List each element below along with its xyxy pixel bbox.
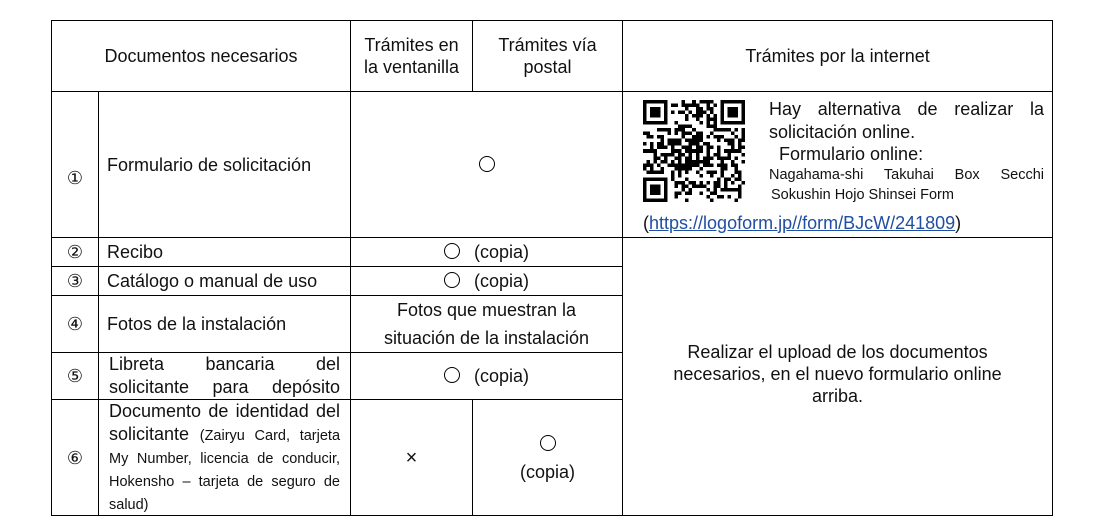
row-document-name: Libreta bancaria del solicitante para depósito (99, 353, 351, 400)
postal-circle-wrap (481, 433, 614, 455)
table-row (52, 238, 1053, 267)
copy-label: (copia) (474, 242, 530, 262)
cross-icon: × (405, 446, 418, 469)
header-documents: Documentos necesarios (52, 21, 351, 92)
circle-icon (444, 272, 460, 288)
url-paren-open: ( (643, 212, 650, 233)
photo-requirement: Fotos que muestran la situación de la instalación (351, 296, 623, 353)
row-document-name: Formulario de solicitación (99, 92, 351, 238)
row-document-name (99, 400, 351, 516)
row-number: ⑤ (52, 353, 99, 400)
circle-icon (540, 435, 556, 451)
circle-icon (444, 367, 460, 383)
identity-document-main: Documento de identidad del solicitante (109, 401, 341, 444)
header-postal: Trámites vía postal (473, 21, 623, 92)
row-number: ② (52, 238, 99, 267)
circle-icon (444, 243, 460, 259)
row-number: ③ (52, 267, 99, 296)
online-instructions (769, 98, 1044, 205)
online-line-1: Hay alternativa de realizar la (769, 98, 1045, 119)
online-cell (623, 92, 1053, 238)
url-paren-close: ) (955, 212, 962, 233)
postal-cell (473, 400, 623, 516)
identity-document-title (109, 400, 340, 515)
online-form-name-1: Nagahama-shi Takuhai Box Secchi (769, 166, 1045, 183)
window-postal-cell (351, 353, 623, 400)
identity-document-note: (Zairyu Card, tarjeta My Number, licencia de conducir, Hokensho – tarjeta de seguro de salud) (109, 428, 341, 513)
documents-table (51, 20, 1053, 516)
header-internet: Trámites por la internet (623, 21, 1053, 92)
upload-text: Realizar el upload de los documentos necesarios, en el nuevo formulario online arriba. (673, 341, 1002, 406)
row-number: ④ (52, 296, 99, 353)
row-document-name: Fotos de la instalación (99, 296, 351, 353)
header-window: Trámites en la ventanilla (351, 21, 473, 92)
header-row (52, 21, 1053, 92)
online-line-2: solicitación online. (769, 121, 916, 142)
row-number: ① (52, 92, 99, 238)
window-postal-cell (351, 92, 623, 238)
window-postal-cell (351, 267, 623, 296)
qr-code-icon (643, 100, 745, 202)
form-url-link[interactable]: https://logoform.jp//form/BJcW/241809 (649, 212, 956, 233)
circle-icon (479, 156, 495, 172)
window-cell (351, 400, 473, 516)
copy-label: (copia) (520, 461, 576, 482)
window-postal-cell (351, 238, 623, 267)
online-line-3: Formulario online: (779, 143, 924, 164)
row-document-name: Catálogo o manual de uso (99, 267, 351, 296)
copy-label: (copia) (474, 366, 530, 386)
row-number: ⑥ (52, 400, 99, 516)
row-document-name: Recibo (99, 238, 351, 267)
online-form-name-2: Sokushin Hojo Shinsei Form (771, 186, 954, 203)
url-line (631, 212, 1044, 234)
table-row (52, 92, 1053, 238)
upload-instructions (623, 238, 1053, 516)
copy-label: (copia) (474, 271, 530, 291)
